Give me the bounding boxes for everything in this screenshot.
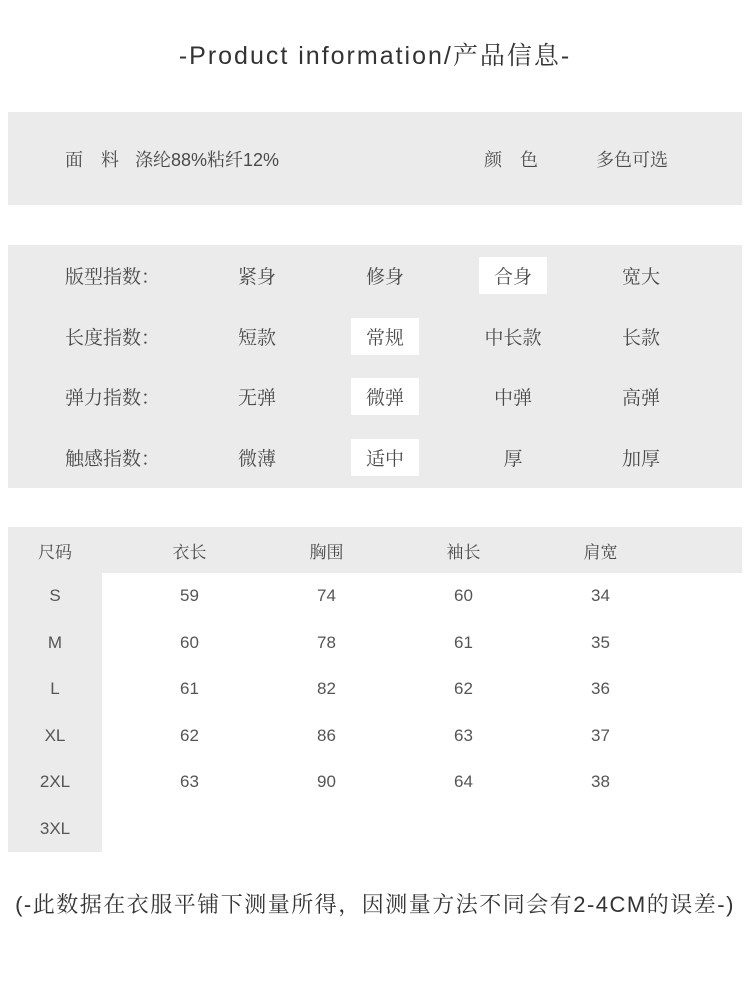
cell-shoulder <box>532 806 669 853</box>
cell-sleeve: 63 <box>454 725 473 745</box>
attr-option-selected: 常规 <box>351 318 419 355</box>
attr-row-fit <box>8 245 742 306</box>
cell-shoulder: 36 <box>591 679 610 699</box>
header-shoulder: 肩宽 <box>583 542 618 562</box>
attr-row-thickness <box>8 427 742 488</box>
attribute-index-panel <box>8 245 742 488</box>
table-row <box>8 759 742 806</box>
size-label: XL <box>8 713 102 760</box>
attr-row-elasticity <box>8 367 742 428</box>
attr-option-selected: 适中 <box>351 439 419 476</box>
attr-option: 厚 <box>503 449 523 471</box>
cell-length: 59 <box>180 586 199 606</box>
cell-bust: 86 <box>317 725 336 745</box>
table-row <box>8 573 742 620</box>
cell-shoulder: 34 <box>591 586 610 606</box>
cell-bust: 90 <box>317 772 336 792</box>
table-row <box>8 620 742 667</box>
attr-option: 修身 <box>365 266 404 288</box>
cell-shoulder: 37 <box>591 725 610 745</box>
cell-length <box>121 806 258 853</box>
cell-shoulder: 38 <box>591 772 610 792</box>
page-title: -Product information/产品信息- <box>178 42 572 70</box>
size-table-header <box>8 527 742 573</box>
color-value: 多色可选 <box>596 149 669 170</box>
attr-option: 紧身 <box>237 266 276 288</box>
attr-option: 高弹 <box>621 388 660 410</box>
cell-sleeve <box>395 806 532 853</box>
attr-option: 宽大 <box>621 266 660 288</box>
size-label: M <box>8 620 102 667</box>
size-label: 2XL <box>8 759 102 806</box>
size-label: 3XL <box>8 806 102 853</box>
measurement-disclaimer: (-此数据在衣服平铺下测量所得，因测量方法不同会有2-4CM的误差-) <box>15 892 735 917</box>
table-row <box>8 806 742 853</box>
cell-shoulder: 35 <box>591 632 610 652</box>
size-table <box>8 527 742 852</box>
cell-bust: 82 <box>317 679 336 699</box>
attr-option: 长款 <box>621 327 660 349</box>
size-label: S <box>8 573 102 620</box>
fabric-value: 涤纶88%粘纤12% <box>135 149 280 170</box>
fabric-color-panel <box>8 112 742 205</box>
attr-option: 微薄 <box>237 449 276 471</box>
cell-sleeve: 61 <box>454 632 473 652</box>
attr-option: 短款 <box>237 327 276 349</box>
attr-option-selected: 合身 <box>479 257 547 294</box>
table-row <box>8 666 742 713</box>
attr-row-length <box>8 306 742 367</box>
cell-length: 63 <box>180 772 199 792</box>
cell-length: 62 <box>180 725 199 745</box>
attr-option: 中弹 <box>493 388 532 410</box>
cell-sleeve: 60 <box>454 586 473 606</box>
cell-bust <box>258 806 395 853</box>
cell-sleeve: 64 <box>454 772 473 792</box>
attr-row-label: 触感指数： <box>65 449 161 471</box>
attr-option: 无弹 <box>237 388 276 410</box>
cell-bust: 78 <box>317 632 336 652</box>
cell-length: 60 <box>180 632 199 652</box>
header-length: 衣长 <box>172 542 207 562</box>
attr-option: 中长款 <box>484 327 542 349</box>
attr-row-label: 长度指数： <box>65 327 161 349</box>
cell-sleeve: 62 <box>454 679 473 699</box>
attr-row-label: 版型指数： <box>65 266 161 288</box>
attr-option-selected: 微弹 <box>351 378 419 415</box>
size-label: L <box>8 666 102 713</box>
cell-length: 61 <box>180 679 199 699</box>
header-size: 尺码 <box>38 542 72 562</box>
attr-option: 加厚 <box>621 449 660 471</box>
attr-row-label: 弹力指数： <box>65 388 161 410</box>
header-bust: 胸围 <box>309 542 344 562</box>
fabric-label: 面 料 <box>65 149 119 170</box>
header-sleeve: 袖长 <box>446 542 481 562</box>
table-row <box>8 713 742 760</box>
cell-bust: 74 <box>317 586 336 606</box>
color-label: 颜 色 <box>484 149 539 170</box>
